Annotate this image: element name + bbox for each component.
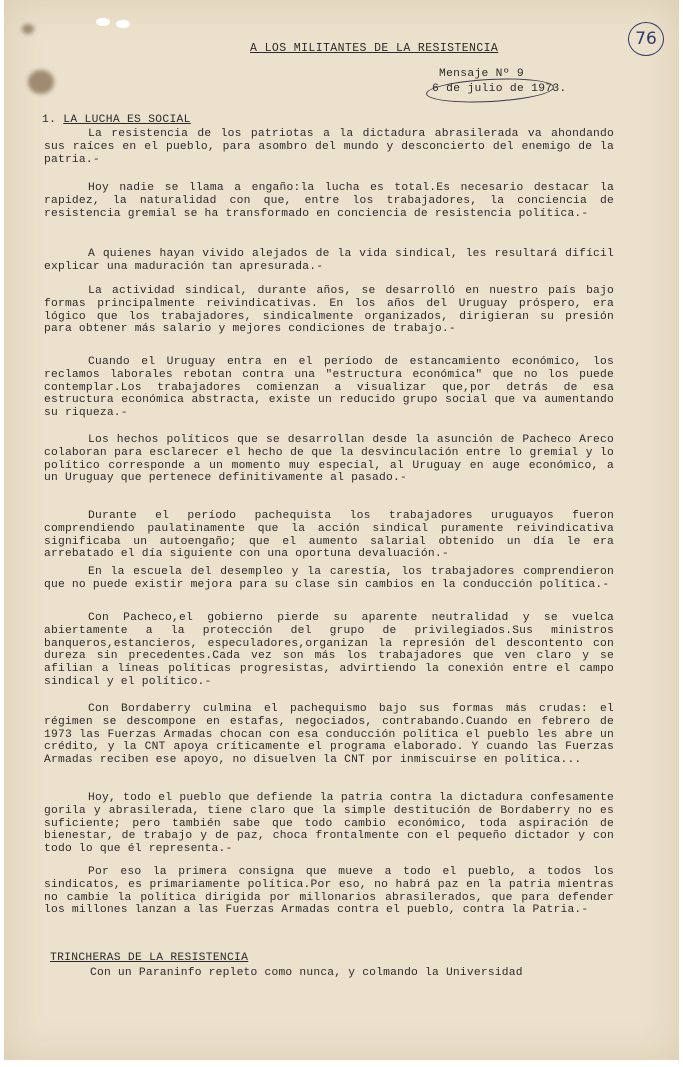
paragraph-9: Con Pacheco,el gobierno pierde su aparente neutralidad y se vuelca abiertamente a la protección del grupo de privilegiados.Sus ministros banqueros,estancieros, especuladores,organizan la represión del descontento con dureza sin precedentes.Cada vez son más los trabajadores que ven claro y se afilian a líneas políticas progresistas, advirtiendo la conexión entre el campo sindical y el político.- xyxy=(44,612,614,688)
handwritten-page-number: 76 xyxy=(628,22,664,56)
paragraph-8: En la escuela del desempleo y la carestía, los trabajadores comprendieron que no puede existir mejora para su clase sin cambios en la conducción política.- xyxy=(44,566,614,591)
paragraph-5: Cuando el Uruguay entra en el período de estancamiento económico, los reclamos laborales rebotan contra una "estructura económica" que no los puede contemplar.Los trabajadores comienzan a visualizar que,por detrás de esa estructura económica abstracta, existe un reducido grupo social que va aumentando su riqueza.- xyxy=(44,356,614,420)
paragraph-4: La actividad sindical, durante años, se desarrolló en nuestro país bajo formas principalmente reivindicativas. En los años del Uruguay próspero, era lógico que los trabajadores, sindicalmente organizados, dirigieran su presión para obtener más salario y mejores condiciones de trabajo.- xyxy=(44,285,614,336)
section-1-heading xyxy=(42,114,191,126)
paragraph-11: Hoy, todo el pueblo que defiende la patria contra la dictadura confesamente gorila y abrasilerada, tiene claro que la simple destitución de Bordaberry no es suficiente; pero también sabe que todo cambio económico, toda aspiración de bienestar, de trabajo y de paz, choca frontalmente con el pequeño dictador y con todo lo que él representa.- xyxy=(44,792,614,856)
message-date: 6 de julio de 1973. xyxy=(432,83,567,95)
section-2-heading xyxy=(50,952,248,964)
paragraph-6: Los hechos políticos que se desarrollan desde la asunción de Pacheco Areco colaboran para esclarecer el hecho de que la desvinculación entre lo gremial y lo político corresponde a un momento muy especial, al Uruguay en auge económico, a un Uruguay que pertenece definitivamente al pasado.- xyxy=(44,434,614,485)
paragraph-1: La resistencia de los patriotas a la dictadura abrasilerada va ahondando sus raíces en el pueblo, para asombro del mundo y desconcierto del enemigo de la patria.- xyxy=(44,128,614,166)
paragraph-7: Durante el período pachequista los trabajadores uruguayos fueron comprendiendo paulatinamente que la acción sindical puramente reivindicativa significaba un autoengaño; que el aumento salarial obtenido un día le era arrebatado el día siguiente con una oportuna devaluación.- xyxy=(44,510,614,561)
paragraph-3: A quienes hayan vivido alejados de la vida sindical, les resultará difícil explicar una maduración tan apresurada.- xyxy=(44,248,614,273)
last-line: Con un Paraninfo repleto como nunca, y colmando la Universidad xyxy=(90,967,523,979)
section-1-title: LA LUCHA ES SOCIAL xyxy=(63,114,191,126)
paragraph-10: Con Bordaberry culmina el pachequismo bajo sus formas más crudas: el régimen se descompone en estafas, negociados, contrabando.Cuando en febrero de 1973 las Fuerzas Armadas chocan con esa conducción política el pueblo les abre un crédito, y la CNT apoya críticamente el programa elaborado. Y cuando las Fuerzas Armadas reciben ese apoyo, no disuelven la CNT por inmiscuirse en política... xyxy=(44,703,614,767)
paragraph-12: Por eso la primera consigna que mueve a todo el pueblo, a todos los sindicatos, es primariamente política.Por eso, no habrá paz en la patria mientras no cambie la política dirigida por millonarios abrasilerados, que para defender los millones lanzan a las Fuerzas Armadas contra el pueblo, contra la Patria.- xyxy=(44,866,614,917)
ink-stain-top xyxy=(22,24,34,34)
date-circle-mark xyxy=(425,76,554,106)
section-1-number: 1. xyxy=(42,114,57,126)
message-number: Mensaje Nº 9 xyxy=(439,68,524,80)
ink-stain-mid xyxy=(28,70,54,94)
document-title: A LOS MILITANTES DE LA RESISTENCIA xyxy=(250,42,499,55)
document-sheet xyxy=(4,0,679,1060)
punch-hole-left xyxy=(96,18,110,26)
section-2-title: TRINCHERAS DE LA RESISTENCIA xyxy=(50,952,249,964)
paragraph-2: Hoy nadie se llama a engaño:la lucha es total.Es necesario destacar la rapidez, la naturalidad con que, entre los trabajadores, la conciencia de resistencia gremial se ha transformado en conciencia de resistencia política.- xyxy=(44,182,614,220)
punch-hole-right xyxy=(116,20,130,28)
